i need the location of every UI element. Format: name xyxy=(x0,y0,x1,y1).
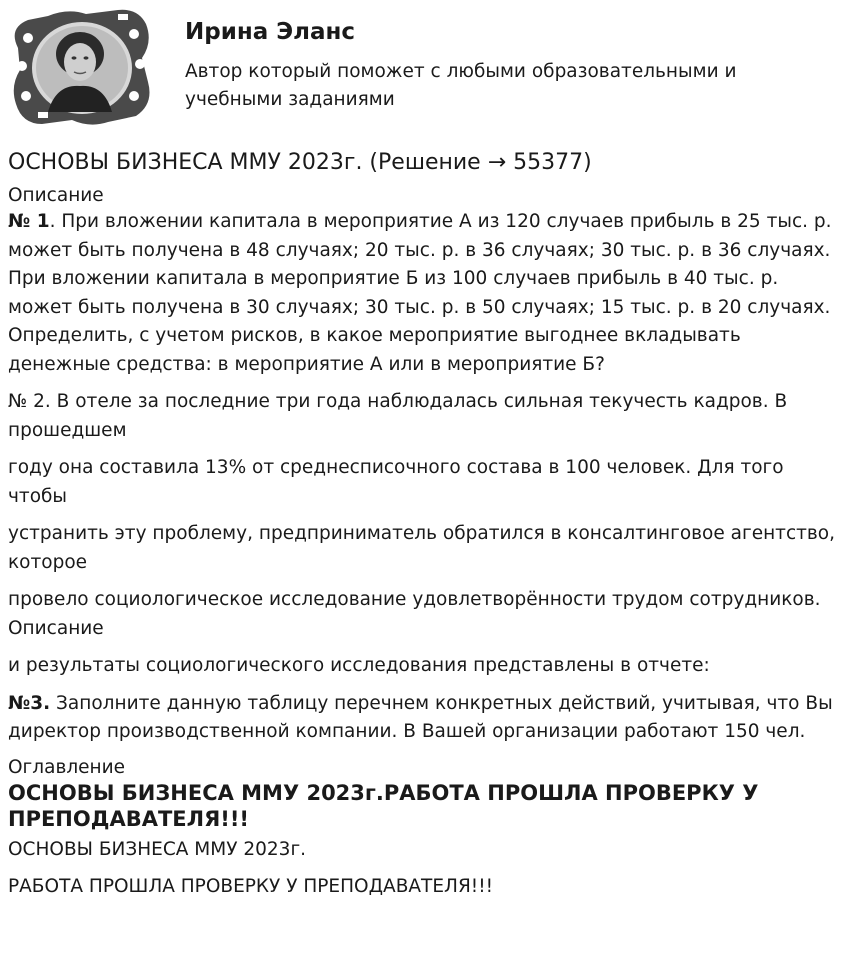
page-title: ОСНОВЫ БИЗНЕСА ММУ 2023г. (Решение → 55377) xyxy=(8,150,592,175)
avatar-image xyxy=(8,8,153,126)
author-block xyxy=(8,8,838,128)
task-1-number: № 1 xyxy=(8,211,50,232)
task-3-paragraph xyxy=(8,690,840,747)
task-2-line: и результаты социологического исследования представлены в отчете: xyxy=(8,655,710,676)
document-content xyxy=(8,147,840,911)
author-avatar[interactable] xyxy=(8,8,153,126)
task-2-line: году она составила 13% от среднесписочного состава в 100 человек. Для того чтобы xyxy=(8,457,784,507)
task-1-paragraph xyxy=(8,208,840,379)
description-label: Описание xyxy=(8,185,104,206)
task-2-line: № 2. В отеле за последние три года наблюдалась сильная текучесть кадров. В прошедшем xyxy=(8,391,788,441)
author-name[interactable]: Ирина Эланс xyxy=(185,19,356,45)
toc-label: Оглавление xyxy=(8,756,126,778)
task-3-text: Заполните данную таблицу перечнем конкретных действий, учитывая, что Вы директор производственной компании. В Вашей организации работают 150 чел. xyxy=(8,692,833,742)
task-2-line: провело социологическое исследование удовлетворённости трудом сотрудников. Описание xyxy=(8,589,821,639)
task-1-text: . При вложении капитала в мероприятие А из 120 случаев прибыль в 25 тыс. р. может быть получена в 48 случаях; 20 тыс. р. в 36 случаях; 30 тыс. р. в 36 случаях. При вложении капитала в мероприятие Б из 100 случаев прибыль в 40 тыс. р. может быть получена в 30 случаях; 30 тыс. р. в 50 случаях; 15 тыс. р. в 20 случаях. Определить, с учетом рисков, в какое мероприятие выгоднее вкладывать денежные средства: в мероприятие А или в мероприятие Б? xyxy=(8,211,832,375)
toc-line: РАБОТА ПРОШЛА ПРОВЕРКУ У ПРЕПОДАВАТЕЛЯ!!! xyxy=(8,876,494,897)
author-description: Автор который поможет с любыми образовательными и учебными заданиями xyxy=(185,61,737,110)
task-3-number: №3. xyxy=(8,692,51,714)
toc-line: ОСНОВЫ БИЗНЕСА ММУ 2023г. xyxy=(8,838,307,860)
toc-heading: ОСНОВЫ БИЗНЕСА ММУ 2023г.РАБОТА ПРОШЛА ПРОВЕРКУ У ПРЕПОДАВАТЕЛЯ!!! xyxy=(8,780,759,831)
task-2-line: устранить эту проблему, предприниматель обратился в консалтинговое агентство, которое xyxy=(8,523,835,573)
